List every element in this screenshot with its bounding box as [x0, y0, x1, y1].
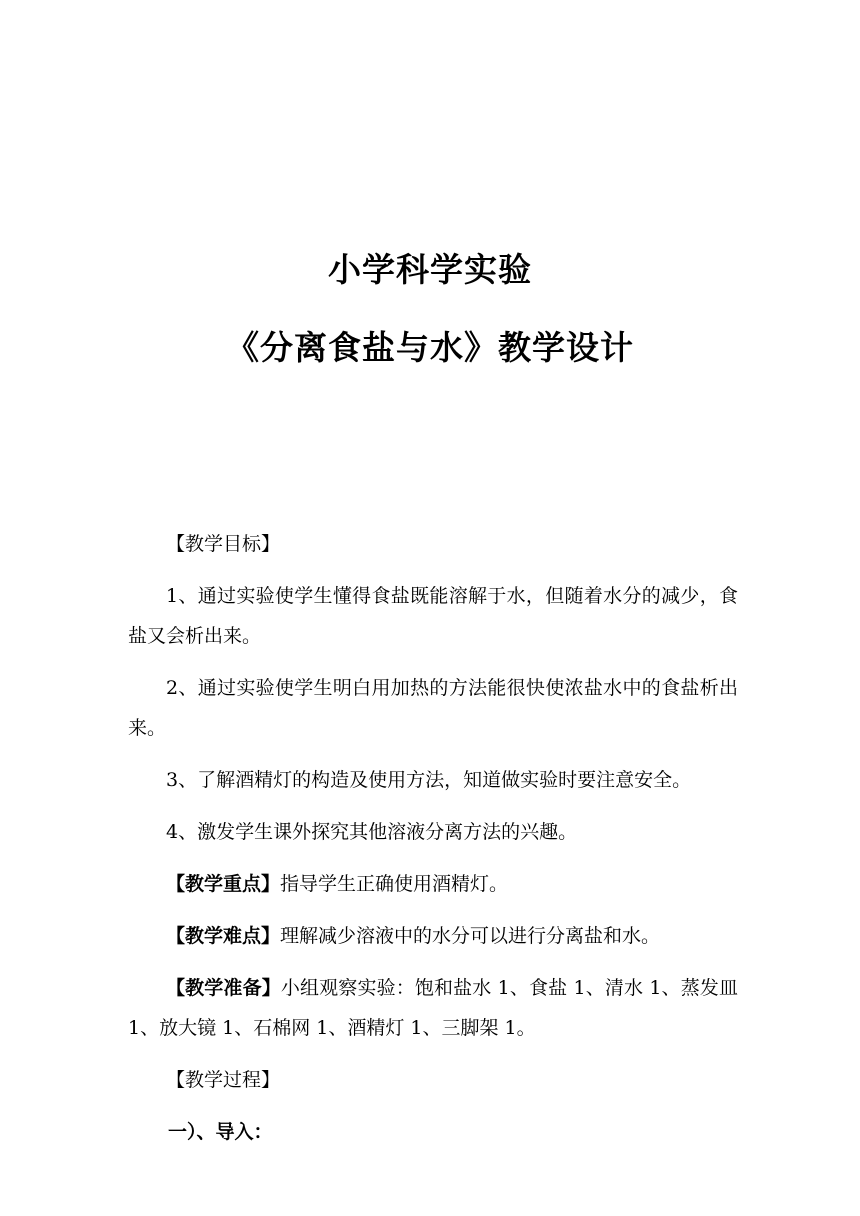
difficulty-label: 【教学难点】 — [166, 925, 281, 947]
goal-item: 4、激发学生课外探究其他溶液分离方法的兴趣。 — [166, 821, 578, 843]
preparation-text: 小组观察实验：饱和盐水 1、食盐 1、清水 1、蒸发皿 1、放大镜 1、石棉网 1、酒精灯 1、三脚架 1。 — [128, 977, 738, 1039]
difficulty-text: 理解减少溶液中的水分可以进行分离盐和水。 — [280, 925, 661, 947]
goal-item: 3、了解酒精灯的构造及使用方法，知道做实验时要注意安全。 — [166, 769, 692, 791]
key-point-paragraph — [128, 864, 738, 904]
key-point-label: 【教学重点】 — [166, 873, 281, 895]
goals-heading: 【教学目标】 — [166, 533, 281, 555]
document-title: 小学科学实验 — [328, 250, 532, 289]
preparation-label: 【教学准备】 — [166, 977, 281, 999]
key-point-text: 指导学生正确使用酒精灯。 — [280, 873, 509, 895]
process-heading: 【教学过程】 — [166, 1069, 281, 1091]
preparation-paragraph — [128, 968, 738, 1048]
document-subtitle: 《分离食盐与水》教学设计 — [226, 328, 634, 367]
document-body — [128, 524, 738, 1164]
section-heading: 一）、导入： — [168, 1121, 273, 1143]
difficulty-paragraph — [128, 916, 738, 956]
goal-item: 2、通过实验使学生明白用加热的方法能很快使浓盐水中的食盐析出来。 — [128, 677, 738, 739]
goal-item: 1、通过实验使学生懂得食盐既能溶解于水，但随着水分的减少，食盐又会析出来。 — [128, 585, 738, 647]
